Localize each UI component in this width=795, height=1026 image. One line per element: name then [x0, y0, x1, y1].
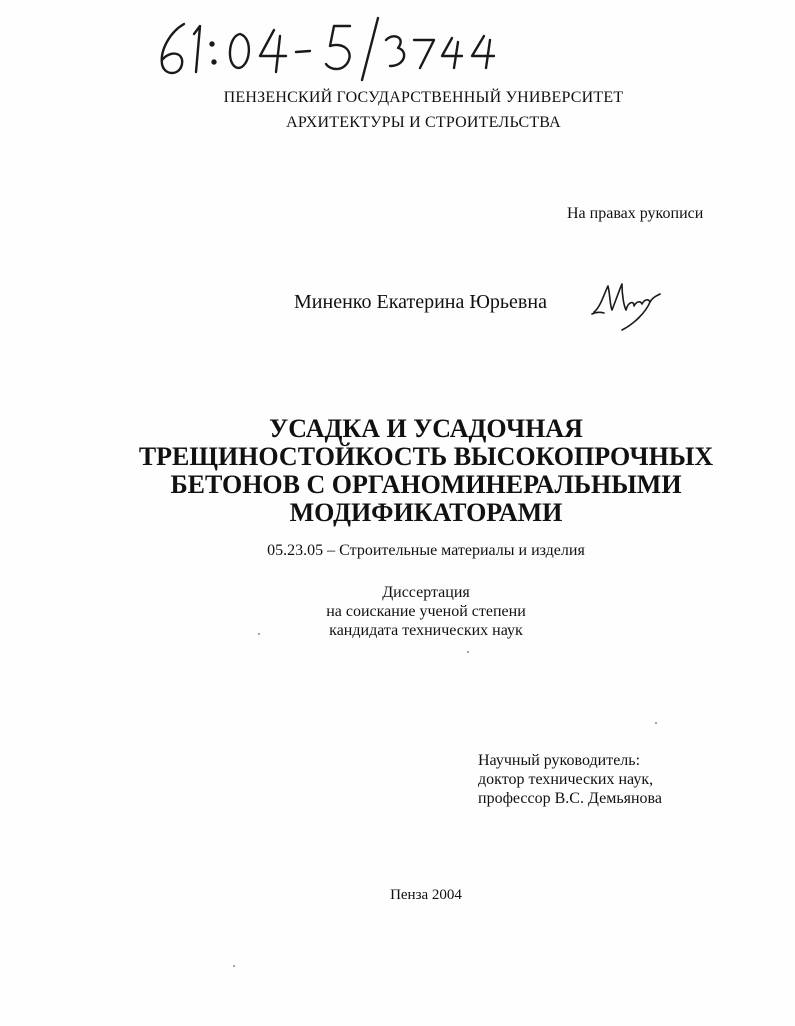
university-name-line2: АРХИТЕКТУРЫ И СТРОИТЕЛЬСТВА	[286, 114, 561, 131]
place-and-year: Пенза 2004	[390, 887, 462, 903]
scan-speck	[655, 722, 657, 724]
scan-speck	[467, 651, 469, 653]
title-line4: МОДИФИКАТОРАМИ	[289, 498, 563, 527]
supervisor-name: профессор В.С. Демьянова	[478, 790, 662, 807]
handwritten-archive-code	[150, 10, 520, 85]
manuscript-rights-note: На правах рукописи	[567, 205, 704, 222]
author-signature	[590, 272, 670, 336]
degree-line1: Диссертация	[382, 584, 470, 601]
university-name-line1: ПЕНЗЕНСКИЙ ГОСУДАРСТВЕННЫЙ УНИВЕРСИТЕТ	[223, 89, 624, 106]
degree-line3: кандидата технических наук	[329, 622, 523, 639]
author-name: Миненко Екатерина Юрьевна	[294, 291, 547, 313]
specialty-code: 05.23.05 – Строительные материалы и изделия	[267, 542, 585, 559]
dissertation-title	[0, 415, 795, 527]
title-line1: УСАДКА И УСАДОЧНАЯ	[269, 414, 583, 443]
supervisor-degree: доктор технических наук,	[478, 771, 654, 788]
title-line2: ТРЕЩИНОСТОЙКОСТЬ ВЫСОКОПРОЧНЫХ	[138, 442, 714, 471]
scan-speck	[258, 633, 260, 635]
degree-line2: на соискание ученой степени	[326, 603, 526, 620]
title-line3: БЕТОНОВ С ОРГАНОМИНЕРАЛЬНЫМИ	[170, 470, 682, 499]
scan-speck	[233, 965, 235, 967]
supervisor-heading: Научный руководитель:	[478, 752, 641, 769]
